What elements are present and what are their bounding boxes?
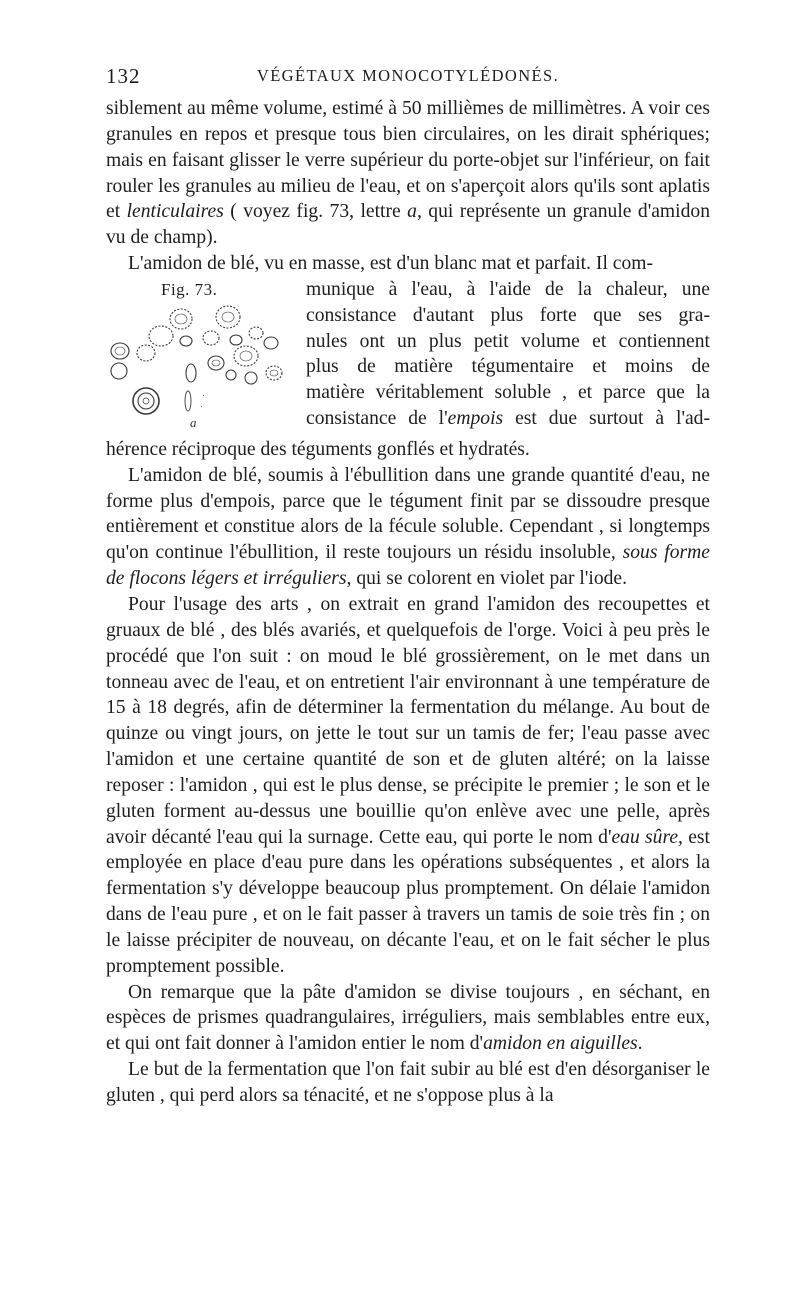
running-head [106,64,710,92]
paragraph-1 [106,96,710,251]
wrap-line-6-a: consistance de l' [306,408,448,430]
p4-text-a: Pour l'usage des arts , on extrait en grand l'amidon des recoupettes et gruaux de blé , des blés avariés, et quelquefois de l'orge. Voici à peu près le procédé que l'on suit : on moud le blé grossièrement, on le met dans un tonneau avec de l'eau, et on entretient l'air environnant à une température de 15 à 18 degrés, afin de déterminer la fermentation du mélange. Au bout de quinze ou vingt jours, on jette le tout sur un tamis de fer; l'eau passe avec l'amidon et une certaine quantité de son et de gluten altéré; on la laisse reposer : l'amidon , qui est le plus dense, se précipite le premier ; le son et le gluten forment au-dessus une bouillie qu'on enlève avec une pelle, après avoir décanté l'eau qui la surnage. Cette eau, qui porte le nom d' [106,593,710,848]
running-title: VÉGÉTAUX MONOCOTYLÉDONÉS. [256,66,560,85]
wrap-line-6 [306,406,710,432]
figure-label-a: a [190,414,197,430]
paragraph-2-first-line: L'amidon de blé, vu en masse, est d'un blanc mat et parfait. Il com- [128,253,654,275]
paragraph-5 [106,980,710,1058]
p3-text-b: , qui se colorent en violet par l'iode. [346,568,628,590]
body-text [106,96,710,1109]
paragraph-6: Le but de la fermentation que l'on fait subir au blé est d'en désorganiser le gluten , qui perd alors sa ténacité, et ne s'oppose plus à la [106,1059,710,1106]
p1-text-a: siblement au même volume, estimé à 50 millièmes de millimètres. A voir ces granules en repos et presque tous bien circulaires, on les dirait sphériques; mais en faisant glisser le verre supérieur du porte-objet sur l'inférieur, on fait rouler les granules au milieu de l'eau, et on s'aperçoit alors qu'ils sont aplatis et [106,98,710,223]
paragraph-3 [106,463,710,592]
wrap-line-1: munique à l'eau, à l'aide de la chaleur, une [306,278,710,300]
emph-empois: empois [447,408,504,430]
wrap-line-6-b: est due surtout à l'ad- [503,408,710,430]
wrap-line-2: consistance d'autant plus forte que ses gra- [306,304,710,326]
p5-emph-amidon-en-aiguilles: amidon en aiguilles [483,1033,638,1055]
figure-73 [106,277,306,437]
p3-emph-flocons: sous forme de flocons légers et irréguliers [106,542,710,590]
p5-text-a: On remarque que la pâte d'amidon se divise toujours , en séchant, en espèces de prismes quadrangulaires, irréguliers, mais semblables entre eux, et qui ont fait donner à l'amidon entier le nom d' [106,981,710,1055]
p1-text-c: , qui représente un granule d'amidon vu de champ). [106,201,710,249]
p4-emph-eau-sure: eau sûre, [611,826,683,848]
p4-text-b: est employée en place d'eau pure dans les opérations subséquentes , et alors la fermentation s'y développe beaucoup plus promptement. On délaie l'amidon dans de l'eau pure , et on le fait passer à travers un tamis de soie très fin ; on le laisse précipiter de nouveau, on décante l'eau, et on le fait sécher le plus promptement possible. [106,826,710,977]
paragraph-2-tail: hérence réciproque des téguments gonflés et hydratés. [106,438,530,460]
p1-emph-a: a [407,201,417,223]
figure-caption: Fig. 73. [161,279,218,299]
figure-wrapped-text [306,277,710,432]
p3-text-a: L'amidon de blé, soumis à l'ébullition dans une grande quantité d'eau, ne forme plus d'empois, parce que le tégument finit par se dissoudre presque entièrement et constitue alors de la fécule soluble. Cependant , si longtemps qu'on continue l'ébullition, il reste toujours un résidu insoluble, [106,464,710,564]
p1-text-b: ( voyez fig. 73, lettre [223,201,408,223]
p5-text-b: . [637,1033,643,1055]
wrap-line-5: matière véritablement soluble , et parce que la [306,382,710,404]
figure-wrap [106,277,710,437]
paragraph-4 [106,592,710,980]
page-number: 132 [106,64,141,88]
wrap-line-4: plus de matière tégumentaire et moins de [306,356,710,378]
p1-emph-lenticulaires: lenticulaires [126,201,224,223]
starch-granules-illustration [106,303,306,437]
wrap-line-3: nules ont un plus petit volume et contiennent [306,330,710,352]
